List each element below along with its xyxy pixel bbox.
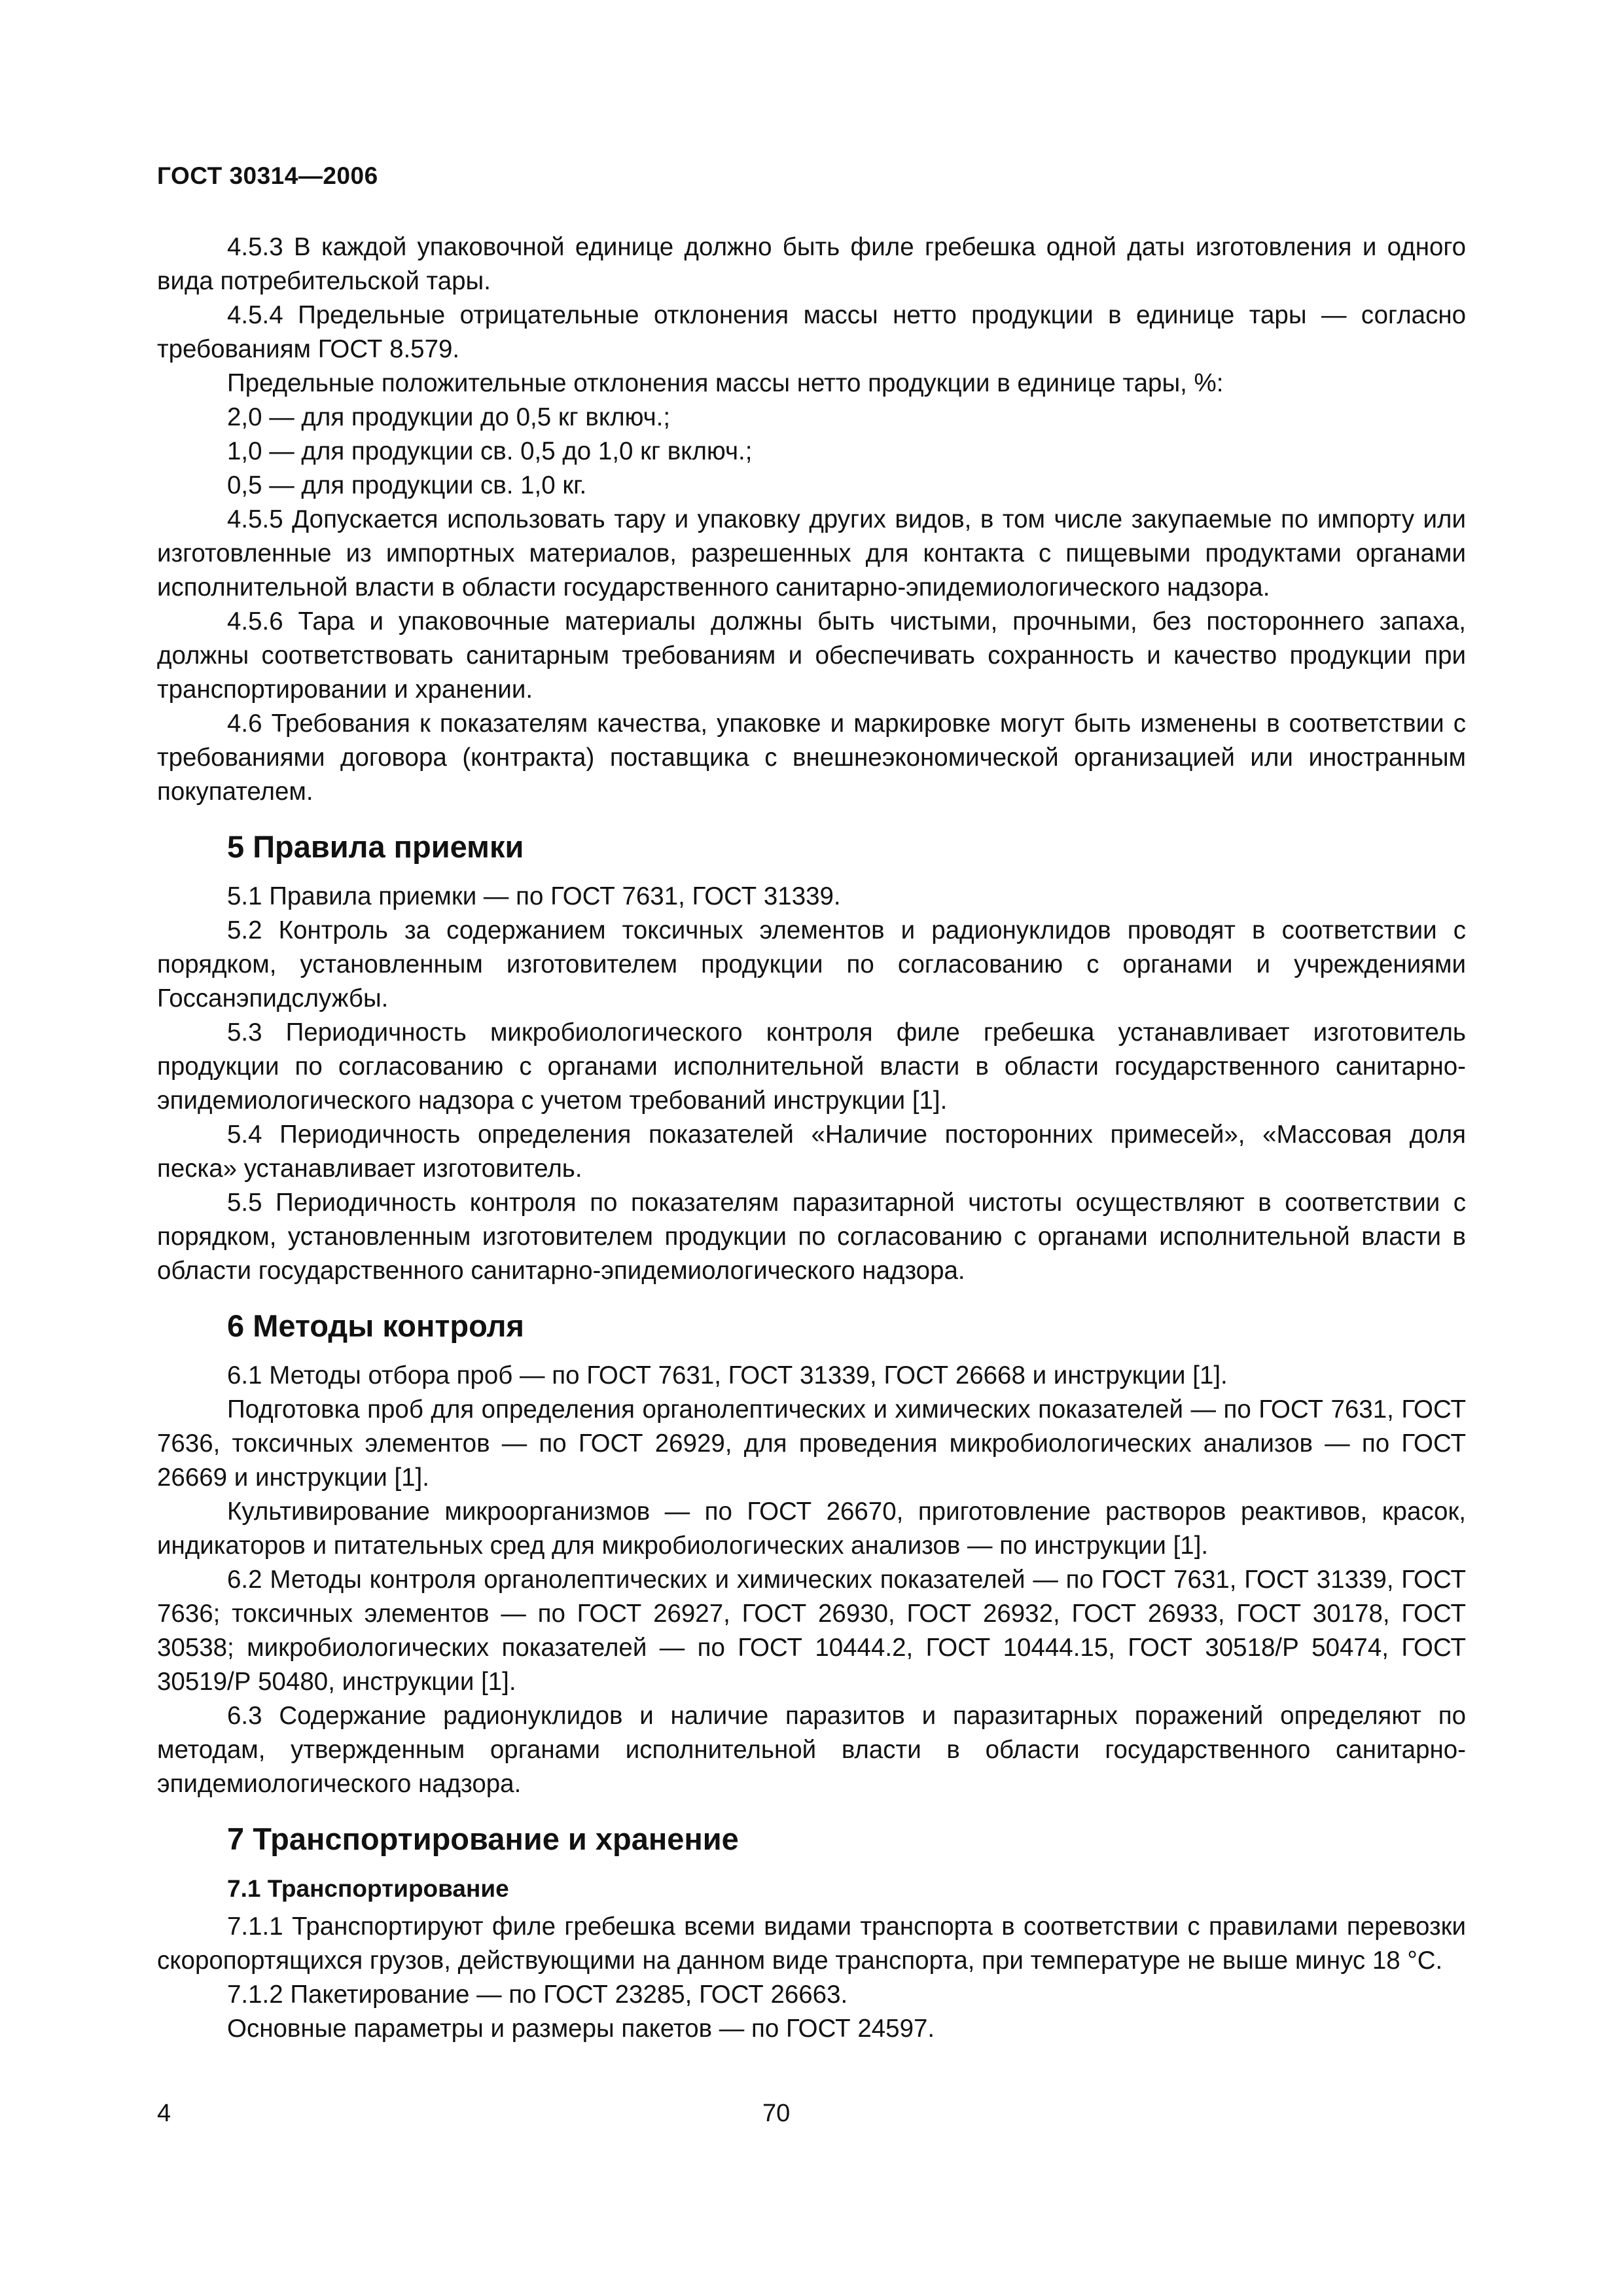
section-heading-6: 6 Методы контроля bbox=[227, 1308, 524, 1343]
list-item: 2,0 — для продукции до 0,5 кг включ.; bbox=[227, 403, 671, 431]
page-number: 4 bbox=[157, 2100, 171, 2127]
paragraph-6-1: 6.1 Методы отбора проб — по ГОСТ 7631, ГОСТ 31339, ГОСТ 26668 и инструкции [1]. bbox=[227, 1361, 1228, 1390]
paragraph-4-6: 4.6 Требования к показателям качества, упаковке и маркировке могут быть изменены в соответствии с требованиями договора (контракта) поставщика с внешнеэкономической организацией или иностранным покупателем. bbox=[157, 709, 1466, 806]
subsection-heading-7-1: 7.1 Транспортирование bbox=[227, 1875, 509, 1902]
paragraph-7-1-1: 7.1.1 Транспортируют филе гребешка всеми видами транспорта в соответствии с правилами перевозки скоропортящихся грузов, действующими на данном виде транспорта, при температуре не выше минус 18 °С. bbox=[157, 1912, 1466, 1975]
paragraph-6-2: 6.2 Методы контроля органолептических и химических показателей — по ГОСТ 7631, ГОСТ 31339, ГОСТ 7636; токсичных элементов — по ГОСТ 26927, ГОСТ 26930, ГОСТ 26932, ГОСТ 26933, ГОСТ 30178, ГОСТ 30538; микробиологических показателей — по ГОСТ 10444.2, ГОСТ 10444.15, ГОСТ 30518/Р 50474, ГОСТ 30519/Р 50480, инструкции [1]. bbox=[157, 1566, 1466, 1696]
paragraph-cultivation: Культивирование микроорганизмов — по ГОСТ 26670, приготовление растворов реактивов, красок, индикаторов и питательных сред для микробиологических анализов — по инструкции [1]. bbox=[157, 1498, 1466, 1560]
paragraph-5-1: 5.1 Правила приемки — по ГОСТ 7631, ГОСТ 31339. bbox=[227, 882, 841, 910]
paragraph-4-5-5: 4.5.5 Допускается использовать тару и упаковку других видов, в том числе закупаемые по импорту или изготовленные из импортных материалов, разрешенных для контакта с пищевыми продуктами органами исполнительной власти в области государственного санитарно-эпидемиологического надзора. bbox=[157, 505, 1466, 601]
paragraph-5-4: 5.4 Периодичность определения показателей «Наличие посторонних примесей», «Массовая доля песка» устанавливает изготовитель. bbox=[157, 1121, 1466, 1183]
paragraph-positive-deviations: Предельные положительные отклонения массы нетто продукции в единице тары, %: bbox=[227, 369, 1224, 397]
list-item: 0,5 — для продукции св. 1,0 кг. bbox=[227, 471, 587, 499]
section-heading-5: 5 Правила приемки bbox=[227, 829, 524, 864]
paragraph-4-5-4: 4.5.4 Предельные отрицательные отклонения массы нетто продукции в единице тары — согласно требованиям ГОСТ 8.579. bbox=[157, 301, 1466, 363]
sheet-number: 70 bbox=[762, 2100, 791, 2127]
paragraph-package-params: Основные параметры и размеры пакетов — по ГОСТ 24597. bbox=[227, 2015, 935, 2043]
paragraph-4-5-3: 4.5.3 В каждой упаковочной единице должно быть филе гребешка одной даты изготовления и одного вида потребительской тары. bbox=[157, 233, 1466, 295]
paragraph-4-5-6: 4.5.6 Тара и упаковочные материалы должны быть чистыми, прочными, без постороннего запаха, должны соответствовать санитарным требованиям и обеспечивать сохранность и качество продукции при транспортировании и хранении. bbox=[157, 607, 1466, 704]
document-body bbox=[157, 230, 1466, 2046]
list-item: 1,0 — для продукции св. 0,5 до 1,0 кг включ.; bbox=[227, 437, 753, 465]
paragraph-5-5: 5.5 Периодичность контроля по показателям паразитарной чистоты осуществляют в соответствии с порядком, установленным изготовителем продукции по согласованию с органами исполнительной власти в области государственного санитарно-эпидемиологического надзора. bbox=[157, 1189, 1466, 1285]
paragraph-6-3: 6.3 Содержание радионуклидов и наличие паразитов и паразитарных поражений определяют по методам, утвержденным органами исполнительной власти в области государственного санитарно-эпидемиологического надзора. bbox=[157, 1702, 1466, 1798]
paragraph-sample-prep: Подготовка проб для определения органолептических и химических показателей — по ГОСТ 7631, ГОСТ 7636, токсичных элементов — по ГОСТ 26929, для проведения микробиологических анализов — по ГОСТ 26669 и инструкции [1]. bbox=[157, 1395, 1466, 1492]
section-heading-7: 7 Транспортирование и хранение bbox=[227, 1821, 739, 1856]
document-header: ГОСТ 30314—2006 bbox=[157, 162, 378, 189]
paragraph-7-1-2: 7.1.2 Пакетирование — по ГОСТ 23285, ГОСТ 26663. bbox=[227, 1981, 848, 2009]
paragraph-5-2: 5.2 Контроль за содержанием токсичных элементов и радионуклидов проводят в соответствии с порядком, установленным изготовителем продукции по согласованию с органами и учреждениями Госсанэпидслужбы. bbox=[157, 916, 1466, 1013]
paragraph-5-3: 5.3 Периодичность микробиологического контроля филе гребешка устанавливает изготовитель продукции по согласованию с органами исполнительной власти в области государственного санитарно-эпидемиологического надзора с учетом требований инструкции [1]. bbox=[157, 1018, 1466, 1115]
